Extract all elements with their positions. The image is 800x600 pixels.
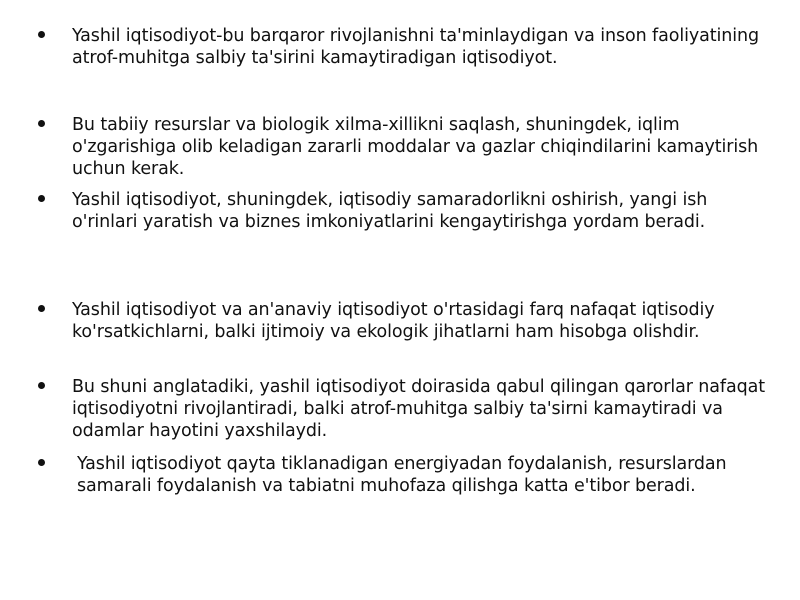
bullet-dot-icon	[38, 195, 45, 202]
bullet-text: Yashil iqtisodiyot qayta tiklanadigan energiyadan foydalanish, resurslardan samarali foydalanish va tabiatni muhofaza qilishga katta e'tibor beradi.	[77, 454, 727, 496]
bullet-text: Yashil iqtisodiyot, shuningdek, iqtisodiy samaradorlikni oshirish, yangi ish o'rinlari yaratish va biznes imkoniyatlarini kengaytirishga yordam beradi.	[72, 190, 708, 232]
bullet-text: Bu shuni anglatadiki, yashil iqtisodiyot doirasida qabul qilingan qarorlar nafaqat iqtisodiyotni rivojlantiradi, balki atrof-muhitga salbiy ta'sirni kamaytiradi va odamlar hayotini yaxshilaydi.	[72, 377, 765, 441]
bullet-dot-icon	[38, 305, 45, 312]
bullet-dot-icon	[38, 459, 45, 466]
bullet-dot-icon	[38, 120, 45, 127]
bullet-text: Yashil iqtisodiyot va an'anaviy iqtisodiyot o'rtasidagi farq nafaqat iqtisodiy ko'rsatkichlarni, balki ijtimoiy va ekologik jihatlarni ham hisobga olishdir.	[72, 300, 715, 342]
bullet-text: Yashil iqtisodiyot-bu barqaror rivojlanishni ta'minlaydigan va inson faoliyatining atrof-muhitga salbiy ta'sirini kamaytiradigan iqtisodiyot.	[72, 26, 760, 68]
bullet-dot-icon	[38, 31, 45, 38]
bullet-text: Bu tabiiy resurslar va biologik xilma-xillikni saqlash, shuningdek, iqlim o'zgarishiga olib keladigan zararli moddalar va gazlar chiqindilarini kamaytirish uchun kerak.	[72, 115, 759, 179]
bullet-dot-icon	[38, 382, 45, 389]
